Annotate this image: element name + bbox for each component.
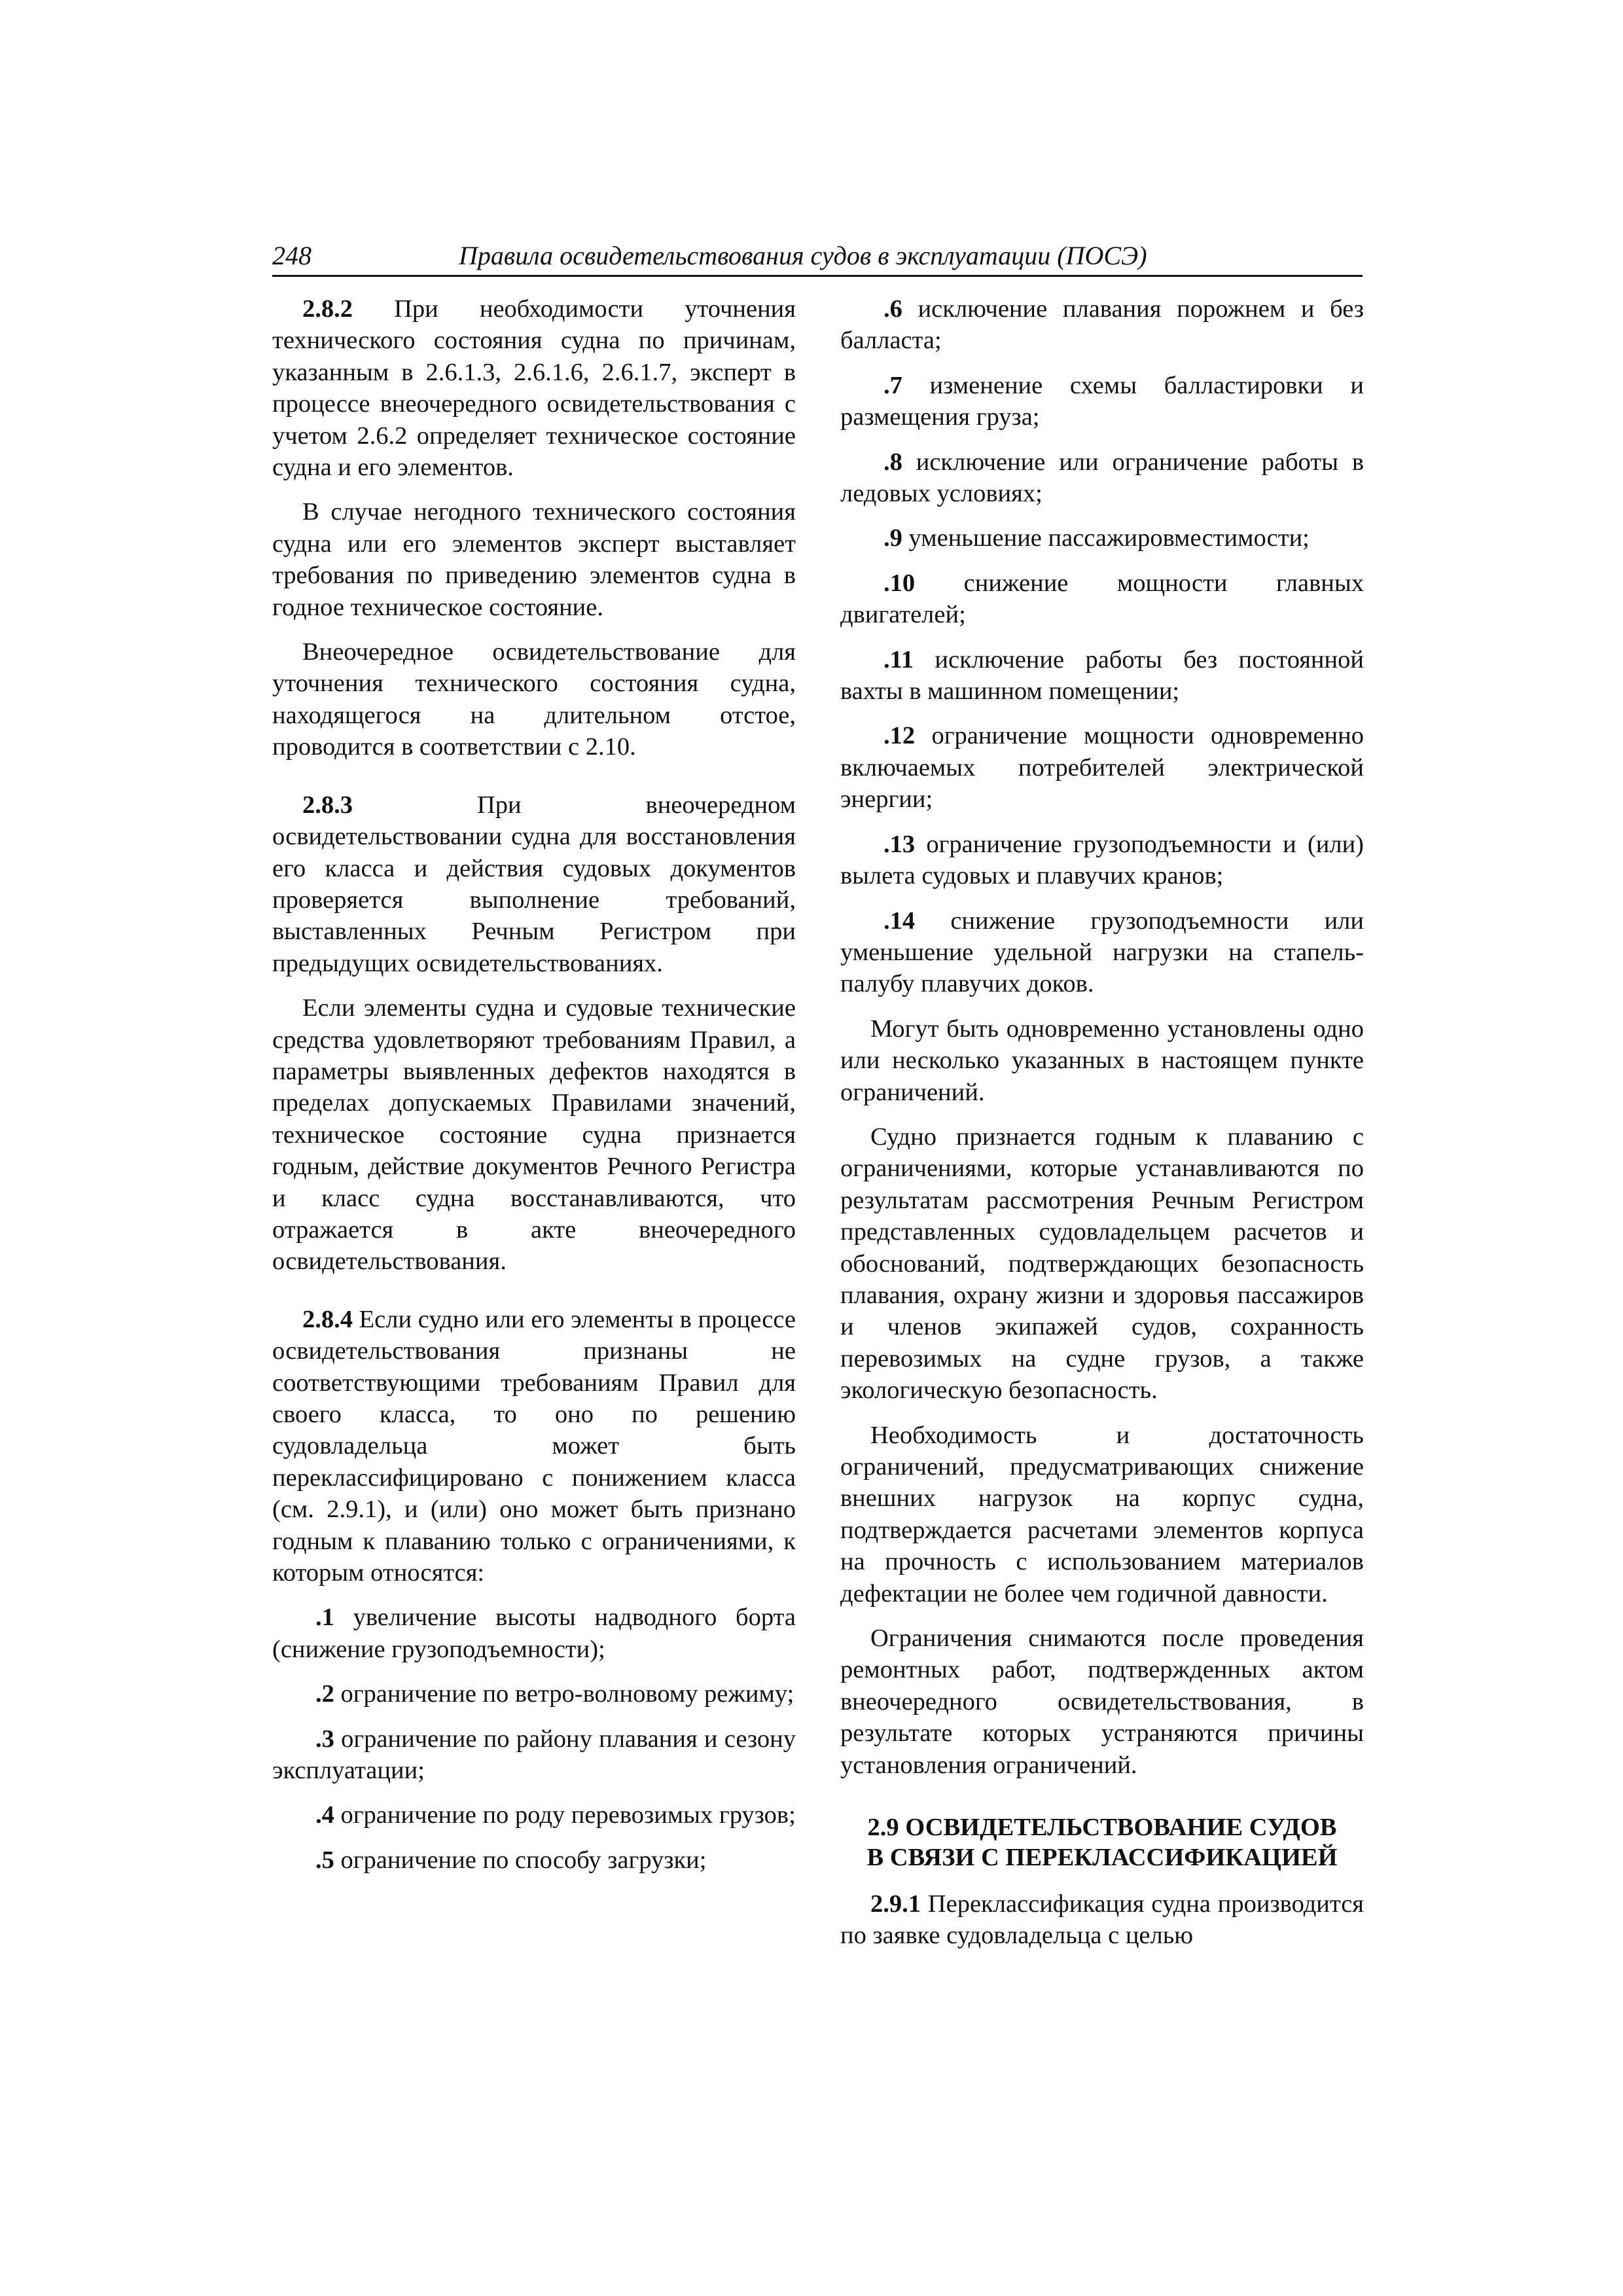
paragraph-2-8-3: 2.8.3 При внеочередном освидетельствовании судна для восстановления его класса и действия судовых документов проверяется выполнение требований, выставленных Речным Регистром при предыдущих освидетельствованиях.	[272, 791, 796, 977]
list-item: .6 исключение плавания порожнем и без балласта;	[840, 295, 1364, 355]
section-heading-line: В СВЯЗИ С ПЕРЕКЛАССИФИКАЦИЕЙ	[866, 1844, 1338, 1872]
clause-number: 2.9.1	[870, 1890, 921, 1918]
list-item: .12 ограничение мощности одновременно включаемых потребителей электрической энергии;	[840, 722, 1364, 814]
list-item: .9 уменьшение пассажировместимости;	[883, 524, 1310, 552]
paragraph: Если элементы судна и судовые технические средства удовлетворяют требованиям Правил, а параметры выявленных дефектов находятся в пределах допускаемых Правилами значений, техническое состояние судна признается годным, действие документов Речного Регистра и класс судна восстанавливаются, что отражается в акте внеочередного освидетельствования.	[272, 994, 796, 1276]
paragraph: Судно признается годным к плаванию с ограничениями, которые устанавливаются по результатам рассмотрения Речным Регистром представленных судовладельцем расчетов и обоснований, подтверждающих безопасность плавания, охрану жизни и здоровья пассажиров и членов экипажей судов, сохранность перевозимых на судне грузов, а также экологическую безопасность.	[840, 1122, 1364, 1405]
clause-number: 2.8.3	[302, 791, 353, 819]
left-column	[272, 293, 796, 1876]
paragraph: В случае негодного технического состояния судна или его элементов эксперт выставляет требования по приведению элементов судна в годное техническое состояние.	[272, 498, 796, 621]
list-item: .13 ограничение грузоподъемности и (или) вылета судовых и плавучих кранов;	[840, 830, 1364, 890]
list-item: .11 исключение работы без постоянной вахты в машинном помещении;	[840, 645, 1364, 706]
paragraph: Внеочередное освидетельствование для уточнения технического состояния судна, находящегося на длительном отстое, проводится в соответствии с 2.10.	[272, 638, 796, 761]
list-item: .3 ограничение по району плавания и сезону эксплуатации;	[272, 1725, 796, 1785]
clause-number: 2.8.4	[302, 1305, 353, 1333]
list-item: .10 снижение мощности главных двигателей;	[840, 569, 1364, 629]
section-heading-2-9	[840, 1812, 1364, 1873]
clause-number: 2.8.2	[302, 295, 353, 323]
section-heading-line: 2.9 ОСВИДЕТЕЛЬСТВОВАНИЕ СУДОВ	[867, 1814, 1337, 1842]
paragraph-2-9-1: 2.9.1 Переклассификация судна производится по заявке судовладельца с целью	[840, 1890, 1364, 1950]
list-item: .1 увеличение высоты надводного борта (снижение грузоподъемности);	[272, 1604, 796, 1663]
right-column	[840, 293, 1364, 1952]
list-item: .8 исключение или ограничение работы в ледовых условиях;	[840, 448, 1364, 508]
paragraph-2-8-2: 2.8.2 При необходимости уточнения технического состояния судна по причинам, указанным в 2.6.1.3, 2.6.1.6, 2.6.1.7, эксперт в процессе внеочередного освидетельствования с учетом 2.6.2 определяет техническое состояние судна и его элементов.	[272, 295, 796, 482]
list-item: .7 изменение схемы балластировки и размещения груза;	[840, 371, 1364, 431]
list-item: .4 ограничение по роду перевозимых грузов;	[315, 1801, 796, 1829]
paragraph: Могут быть одновременно установлены одно или несколько указанных в настоящем пункте ограничений.	[840, 1014, 1364, 1106]
paragraph-2-8-4: 2.8.4 Если судно или его элементы в процессе освидетельствования признаны не соответствующими требованиям Правил для своего класса, то оно по решению судовладельца может быть переклассифицировано с понижением класса (см. 2.9.1), и (или) оно может быть признано годным к плаванию только с ограничениями, к которым относятся:	[272, 1305, 796, 1587]
paragraph: Необходимость и достаточность ограничений, предусматривающих снижение внешних нагрузок на корпус судна, подтверждается расчетами элементов корпуса на прочность с использованием материалов дефектации не более чем годичной давности.	[840, 1421, 1364, 1607]
running-header	[272, 237, 1363, 277]
list-item: .5 ограничение по способу загрузки;	[315, 1846, 707, 1874]
paragraph: Ограничения снимаются после проведения ремонтных работ, подтвержденных актом внеочередного освидетельствования, в результате которых устраняются причины установления ограничений.	[840, 1624, 1364, 1779]
list-item: .2 ограничение по ветро-волновому режиму;	[315, 1680, 794, 1708]
running-title: Правила освидетельствования судов в эксплуатации (ПОСЭ)	[459, 241, 1147, 270]
list-item: .14 снижение грузоподъемности или уменьшение удельной нагрузки на стапель-палубу плавучих доков.	[840, 906, 1364, 998]
page-number: 248	[272, 241, 312, 270]
